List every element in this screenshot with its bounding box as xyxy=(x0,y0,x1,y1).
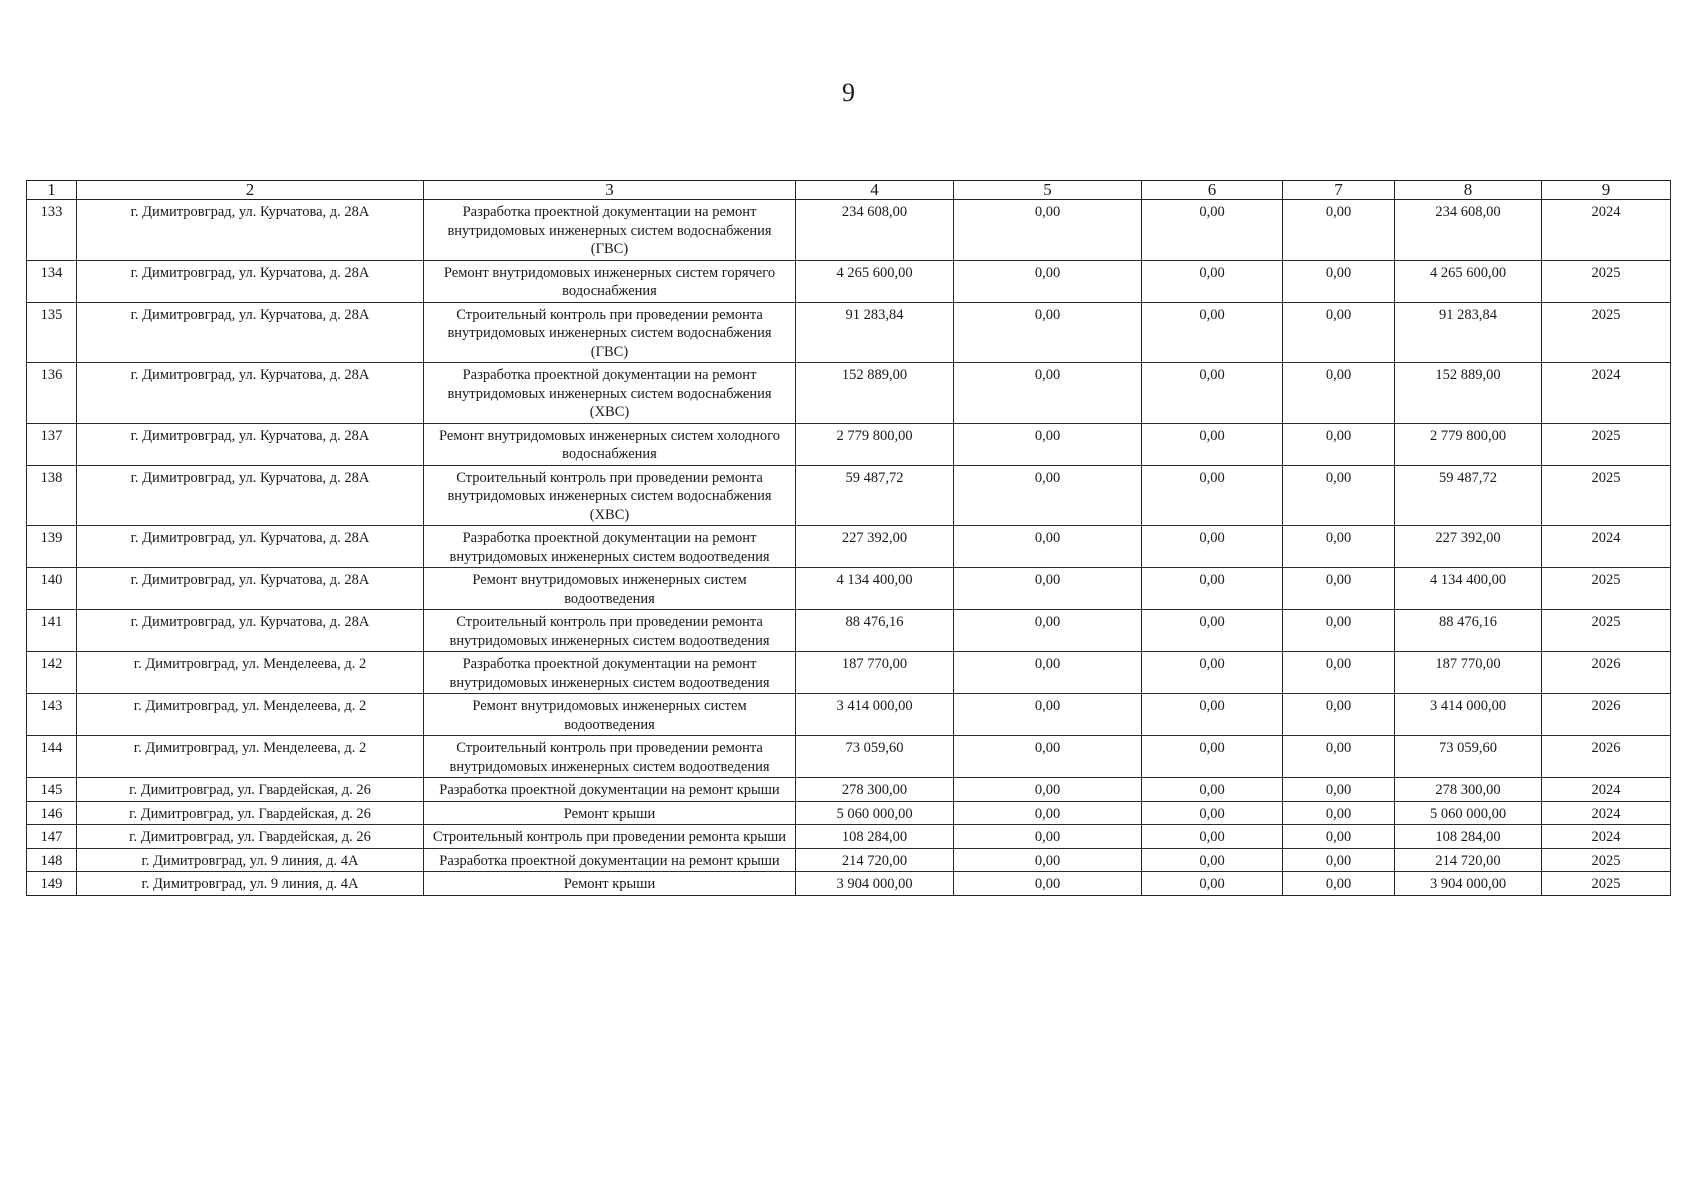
cell-year: 2024 xyxy=(1542,778,1671,802)
cell-fund-7: 0,00 xyxy=(1283,526,1395,568)
cell-work-description: Ремонт крыши xyxy=(424,872,796,896)
cell-row-number: 147 xyxy=(27,825,77,849)
cell-total-cost: 152 889,00 xyxy=(796,363,954,424)
cell-fund-8: 278 300,00 xyxy=(1395,778,1542,802)
column-header-1: 1 xyxy=(27,181,77,200)
cell-fund-5: 0,00 xyxy=(954,848,1142,872)
cell-fund-6: 0,00 xyxy=(1142,526,1283,568)
capital-repair-table-container xyxy=(26,180,1670,896)
cell-fund-7: 0,00 xyxy=(1283,736,1395,778)
table-row xyxy=(27,848,1671,872)
cell-fund-7: 0,00 xyxy=(1283,872,1395,896)
cell-address: г. Димитровград, ул. Курчатова, д. 28А xyxy=(77,423,424,465)
cell-fund-6: 0,00 xyxy=(1142,848,1283,872)
cell-work-description: Разработка проектной документации на ремонт внутридомовых инженерных систем водоснабжения (ГВС) xyxy=(424,200,796,261)
cell-fund-7: 0,00 xyxy=(1283,302,1395,363)
cell-row-number: 138 xyxy=(27,465,77,526)
cell-fund-5: 0,00 xyxy=(954,778,1142,802)
cell-fund-7: 0,00 xyxy=(1283,778,1395,802)
column-header-4: 4 xyxy=(796,181,954,200)
cell-fund-6: 0,00 xyxy=(1142,801,1283,825)
column-header-7: 7 xyxy=(1283,181,1395,200)
cell-total-cost: 187 770,00 xyxy=(796,652,954,694)
cell-work-description: Ремонт внутридомовых инженерных систем холодного водоснабжения xyxy=(424,423,796,465)
cell-fund-5: 0,00 xyxy=(954,568,1142,610)
cell-fund-6: 0,00 xyxy=(1142,825,1283,849)
table-row xyxy=(27,801,1671,825)
cell-year: 2026 xyxy=(1542,694,1671,736)
cell-work-description: Разработка проектной документации на ремонт внутридомовых инженерных систем водоотведения xyxy=(424,652,796,694)
cell-address: г. Димитровград, ул. Менделеева, д. 2 xyxy=(77,694,424,736)
cell-fund-5: 0,00 xyxy=(954,872,1142,896)
table-row xyxy=(27,568,1671,610)
table-row xyxy=(27,694,1671,736)
cell-year: 2025 xyxy=(1542,260,1671,302)
cell-fund-7: 0,00 xyxy=(1283,260,1395,302)
cell-work-description: Разработка проектной документации на ремонт крыши xyxy=(424,848,796,872)
cell-row-number: 141 xyxy=(27,610,77,652)
cell-total-cost: 91 283,84 xyxy=(796,302,954,363)
cell-address: г. Димитровград, ул. Гвардейская, д. 26 xyxy=(77,825,424,849)
column-header-3: 3 xyxy=(424,181,796,200)
cell-address: г. Димитровград, ул. Курчатова, д. 28А xyxy=(77,610,424,652)
cell-fund-7: 0,00 xyxy=(1283,825,1395,849)
table-row xyxy=(27,363,1671,424)
cell-fund-7: 0,00 xyxy=(1283,694,1395,736)
cell-fund-6: 0,00 xyxy=(1142,610,1283,652)
cell-fund-8: 152 889,00 xyxy=(1395,363,1542,424)
table-header-row xyxy=(27,181,1671,200)
cell-fund-5: 0,00 xyxy=(954,736,1142,778)
cell-address: г. Димитровград, ул. Менделеева, д. 2 xyxy=(77,736,424,778)
cell-fund-7: 0,00 xyxy=(1283,652,1395,694)
cell-year: 2025 xyxy=(1542,568,1671,610)
table-row xyxy=(27,872,1671,896)
table-row xyxy=(27,610,1671,652)
cell-total-cost: 108 284,00 xyxy=(796,825,954,849)
cell-fund-8: 4 265 600,00 xyxy=(1395,260,1542,302)
cell-fund-5: 0,00 xyxy=(954,526,1142,568)
cell-work-description: Разработка проектной документации на ремонт внутридомовых инженерных систем водоснабжения (ХВС) xyxy=(424,363,796,424)
cell-fund-7: 0,00 xyxy=(1283,801,1395,825)
cell-year: 2026 xyxy=(1542,736,1671,778)
cell-row-number: 146 xyxy=(27,801,77,825)
cell-fund-6: 0,00 xyxy=(1142,302,1283,363)
table-row xyxy=(27,526,1671,568)
cell-total-cost: 4 134 400,00 xyxy=(796,568,954,610)
cell-row-number: 135 xyxy=(27,302,77,363)
cell-fund-8: 73 059,60 xyxy=(1395,736,1542,778)
cell-row-number: 144 xyxy=(27,736,77,778)
capital-repair-table xyxy=(26,180,1671,896)
table-row xyxy=(27,302,1671,363)
cell-fund-8: 3 414 000,00 xyxy=(1395,694,1542,736)
cell-row-number: 133 xyxy=(27,200,77,261)
cell-fund-6: 0,00 xyxy=(1142,260,1283,302)
cell-fund-5: 0,00 xyxy=(954,302,1142,363)
cell-work-description: Ремонт внутридомовых инженерных систем водоотведения xyxy=(424,568,796,610)
cell-fund-5: 0,00 xyxy=(954,652,1142,694)
cell-fund-8: 4 134 400,00 xyxy=(1395,568,1542,610)
cell-total-cost: 88 476,16 xyxy=(796,610,954,652)
cell-fund-5: 0,00 xyxy=(954,200,1142,261)
cell-fund-6: 0,00 xyxy=(1142,423,1283,465)
cell-work-description: Строительный контроль при проведении ремонта внутридомовых инженерных систем водоотведения xyxy=(424,610,796,652)
cell-fund-6: 0,00 xyxy=(1142,200,1283,261)
cell-total-cost: 73 059,60 xyxy=(796,736,954,778)
cell-fund-6: 0,00 xyxy=(1142,736,1283,778)
table-row xyxy=(27,465,1671,526)
cell-year: 2024 xyxy=(1542,363,1671,424)
cell-fund-8: 108 284,00 xyxy=(1395,825,1542,849)
cell-fund-5: 0,00 xyxy=(954,423,1142,465)
cell-year: 2025 xyxy=(1542,610,1671,652)
cell-work-description: Ремонт внутридомовых инженерных систем горячего водоснабжения xyxy=(424,260,796,302)
cell-fund-7: 0,00 xyxy=(1283,848,1395,872)
cell-row-number: 139 xyxy=(27,526,77,568)
cell-fund-8: 91 283,84 xyxy=(1395,302,1542,363)
cell-fund-8: 234 608,00 xyxy=(1395,200,1542,261)
cell-total-cost: 5 060 000,00 xyxy=(796,801,954,825)
column-header-6: 6 xyxy=(1142,181,1283,200)
cell-fund-5: 0,00 xyxy=(954,825,1142,849)
table-row xyxy=(27,652,1671,694)
cell-year: 2025 xyxy=(1542,465,1671,526)
cell-fund-7: 0,00 xyxy=(1283,363,1395,424)
cell-year: 2025 xyxy=(1542,423,1671,465)
cell-fund-5: 0,00 xyxy=(954,465,1142,526)
table-row xyxy=(27,778,1671,802)
cell-fund-8: 187 770,00 xyxy=(1395,652,1542,694)
cell-fund-6: 0,00 xyxy=(1142,778,1283,802)
cell-total-cost: 227 392,00 xyxy=(796,526,954,568)
cell-fund-7: 0,00 xyxy=(1283,610,1395,652)
cell-fund-6: 0,00 xyxy=(1142,652,1283,694)
table-row xyxy=(27,200,1671,261)
cell-fund-6: 0,00 xyxy=(1142,568,1283,610)
cell-address: г. Димитровград, ул. Курчатова, д. 28А xyxy=(77,260,424,302)
cell-fund-8: 59 487,72 xyxy=(1395,465,1542,526)
cell-address: г. Димитровград, ул. Курчатова, д. 28А xyxy=(77,465,424,526)
cell-fund-8: 88 476,16 xyxy=(1395,610,1542,652)
cell-total-cost: 4 265 600,00 xyxy=(796,260,954,302)
cell-year: 2025 xyxy=(1542,872,1671,896)
cell-fund-7: 0,00 xyxy=(1283,423,1395,465)
table-row xyxy=(27,736,1671,778)
cell-year: 2024 xyxy=(1542,825,1671,849)
cell-total-cost: 3 414 000,00 xyxy=(796,694,954,736)
cell-row-number: 148 xyxy=(27,848,77,872)
cell-total-cost: 234 608,00 xyxy=(796,200,954,261)
cell-fund-7: 0,00 xyxy=(1283,568,1395,610)
cell-year: 2024 xyxy=(1542,801,1671,825)
cell-year: 2024 xyxy=(1542,200,1671,261)
cell-year: 2024 xyxy=(1542,526,1671,568)
cell-fund-5: 0,00 xyxy=(954,694,1142,736)
cell-row-number: 137 xyxy=(27,423,77,465)
page-number: 9 xyxy=(842,78,855,107)
cell-address: г. Димитровград, ул. Курчатова, д. 28А xyxy=(77,200,424,261)
cell-address: г. Димитровград, ул. Менделеева, д. 2 xyxy=(77,652,424,694)
cell-work-description: Строительный контроль при проведении ремонта внутридомовых инженерных систем водоотведения xyxy=(424,736,796,778)
cell-address: г. Димитровград, ул. Курчатова, д. 28А xyxy=(77,363,424,424)
column-header-9: 9 xyxy=(1542,181,1671,200)
cell-fund-6: 0,00 xyxy=(1142,694,1283,736)
table-body xyxy=(27,200,1671,896)
cell-total-cost: 214 720,00 xyxy=(796,848,954,872)
cell-address: г. Димитровград, ул. 9 линия, д. 4А xyxy=(77,848,424,872)
cell-fund-8: 2 779 800,00 xyxy=(1395,423,1542,465)
cell-row-number: 143 xyxy=(27,694,77,736)
column-header-8: 8 xyxy=(1395,181,1542,200)
cell-year: 2025 xyxy=(1542,302,1671,363)
cell-total-cost: 3 904 000,00 xyxy=(796,872,954,896)
table-row xyxy=(27,260,1671,302)
cell-fund-5: 0,00 xyxy=(954,363,1142,424)
cell-fund-5: 0,00 xyxy=(954,801,1142,825)
cell-fund-6: 0,00 xyxy=(1142,363,1283,424)
cell-row-number: 134 xyxy=(27,260,77,302)
cell-year: 2025 xyxy=(1542,848,1671,872)
cell-fund-8: 3 904 000,00 xyxy=(1395,872,1542,896)
cell-fund-6: 0,00 xyxy=(1142,872,1283,896)
cell-work-description: Строительный контроль при проведении ремонта внутридомовых инженерных систем водоснабжения (ГВС) xyxy=(424,302,796,363)
cell-fund-7: 0,00 xyxy=(1283,200,1395,261)
cell-address: г. Димитровград, ул. Курчатова, д. 28А xyxy=(77,568,424,610)
cell-row-number: 145 xyxy=(27,778,77,802)
cell-total-cost: 2 779 800,00 xyxy=(796,423,954,465)
cell-address: г. Димитровград, ул. Гвардейская, д. 26 xyxy=(77,778,424,802)
cell-total-cost: 278 300,00 xyxy=(796,778,954,802)
cell-row-number: 142 xyxy=(27,652,77,694)
cell-fund-5: 0,00 xyxy=(954,260,1142,302)
cell-address: г. Димитровград, ул. Курчатова, д. 28А xyxy=(77,302,424,363)
cell-row-number: 149 xyxy=(27,872,77,896)
cell-fund-6: 0,00 xyxy=(1142,465,1283,526)
cell-row-number: 136 xyxy=(27,363,77,424)
column-header-5: 5 xyxy=(954,181,1142,200)
cell-address: г. Димитровград, ул. Курчатова, д. 28А xyxy=(77,526,424,568)
cell-work-description: Разработка проектной документации на ремонт внутридомовых инженерных систем водоотведения xyxy=(424,526,796,568)
cell-work-description: Строительный контроль при проведении ремонта внутридомовых инженерных систем водоснабжения (ХВС) xyxy=(424,465,796,526)
column-header-2: 2 xyxy=(77,181,424,200)
cell-fund-7: 0,00 xyxy=(1283,465,1395,526)
cell-year: 2026 xyxy=(1542,652,1671,694)
cell-address: г. Димитровград, ул. Гвардейская, д. 26 xyxy=(77,801,424,825)
cell-total-cost: 59 487,72 xyxy=(796,465,954,526)
cell-address: г. Димитровград, ул. 9 линия, д. 4А xyxy=(77,872,424,896)
cell-fund-8: 227 392,00 xyxy=(1395,526,1542,568)
cell-work-description: Ремонт крыши xyxy=(424,801,796,825)
cell-fund-5: 0,00 xyxy=(954,610,1142,652)
cell-fund-8: 5 060 000,00 xyxy=(1395,801,1542,825)
cell-row-number: 140 xyxy=(27,568,77,610)
cell-fund-8: 214 720,00 xyxy=(1395,848,1542,872)
cell-work-description: Строительный контроль при проведении ремонта крыши xyxy=(424,825,796,849)
cell-work-description: Разработка проектной документации на ремонт крыши xyxy=(424,778,796,802)
cell-work-description: Ремонт внутридомовых инженерных систем водоотведения xyxy=(424,694,796,736)
table-row xyxy=(27,423,1671,465)
table-row xyxy=(27,825,1671,849)
